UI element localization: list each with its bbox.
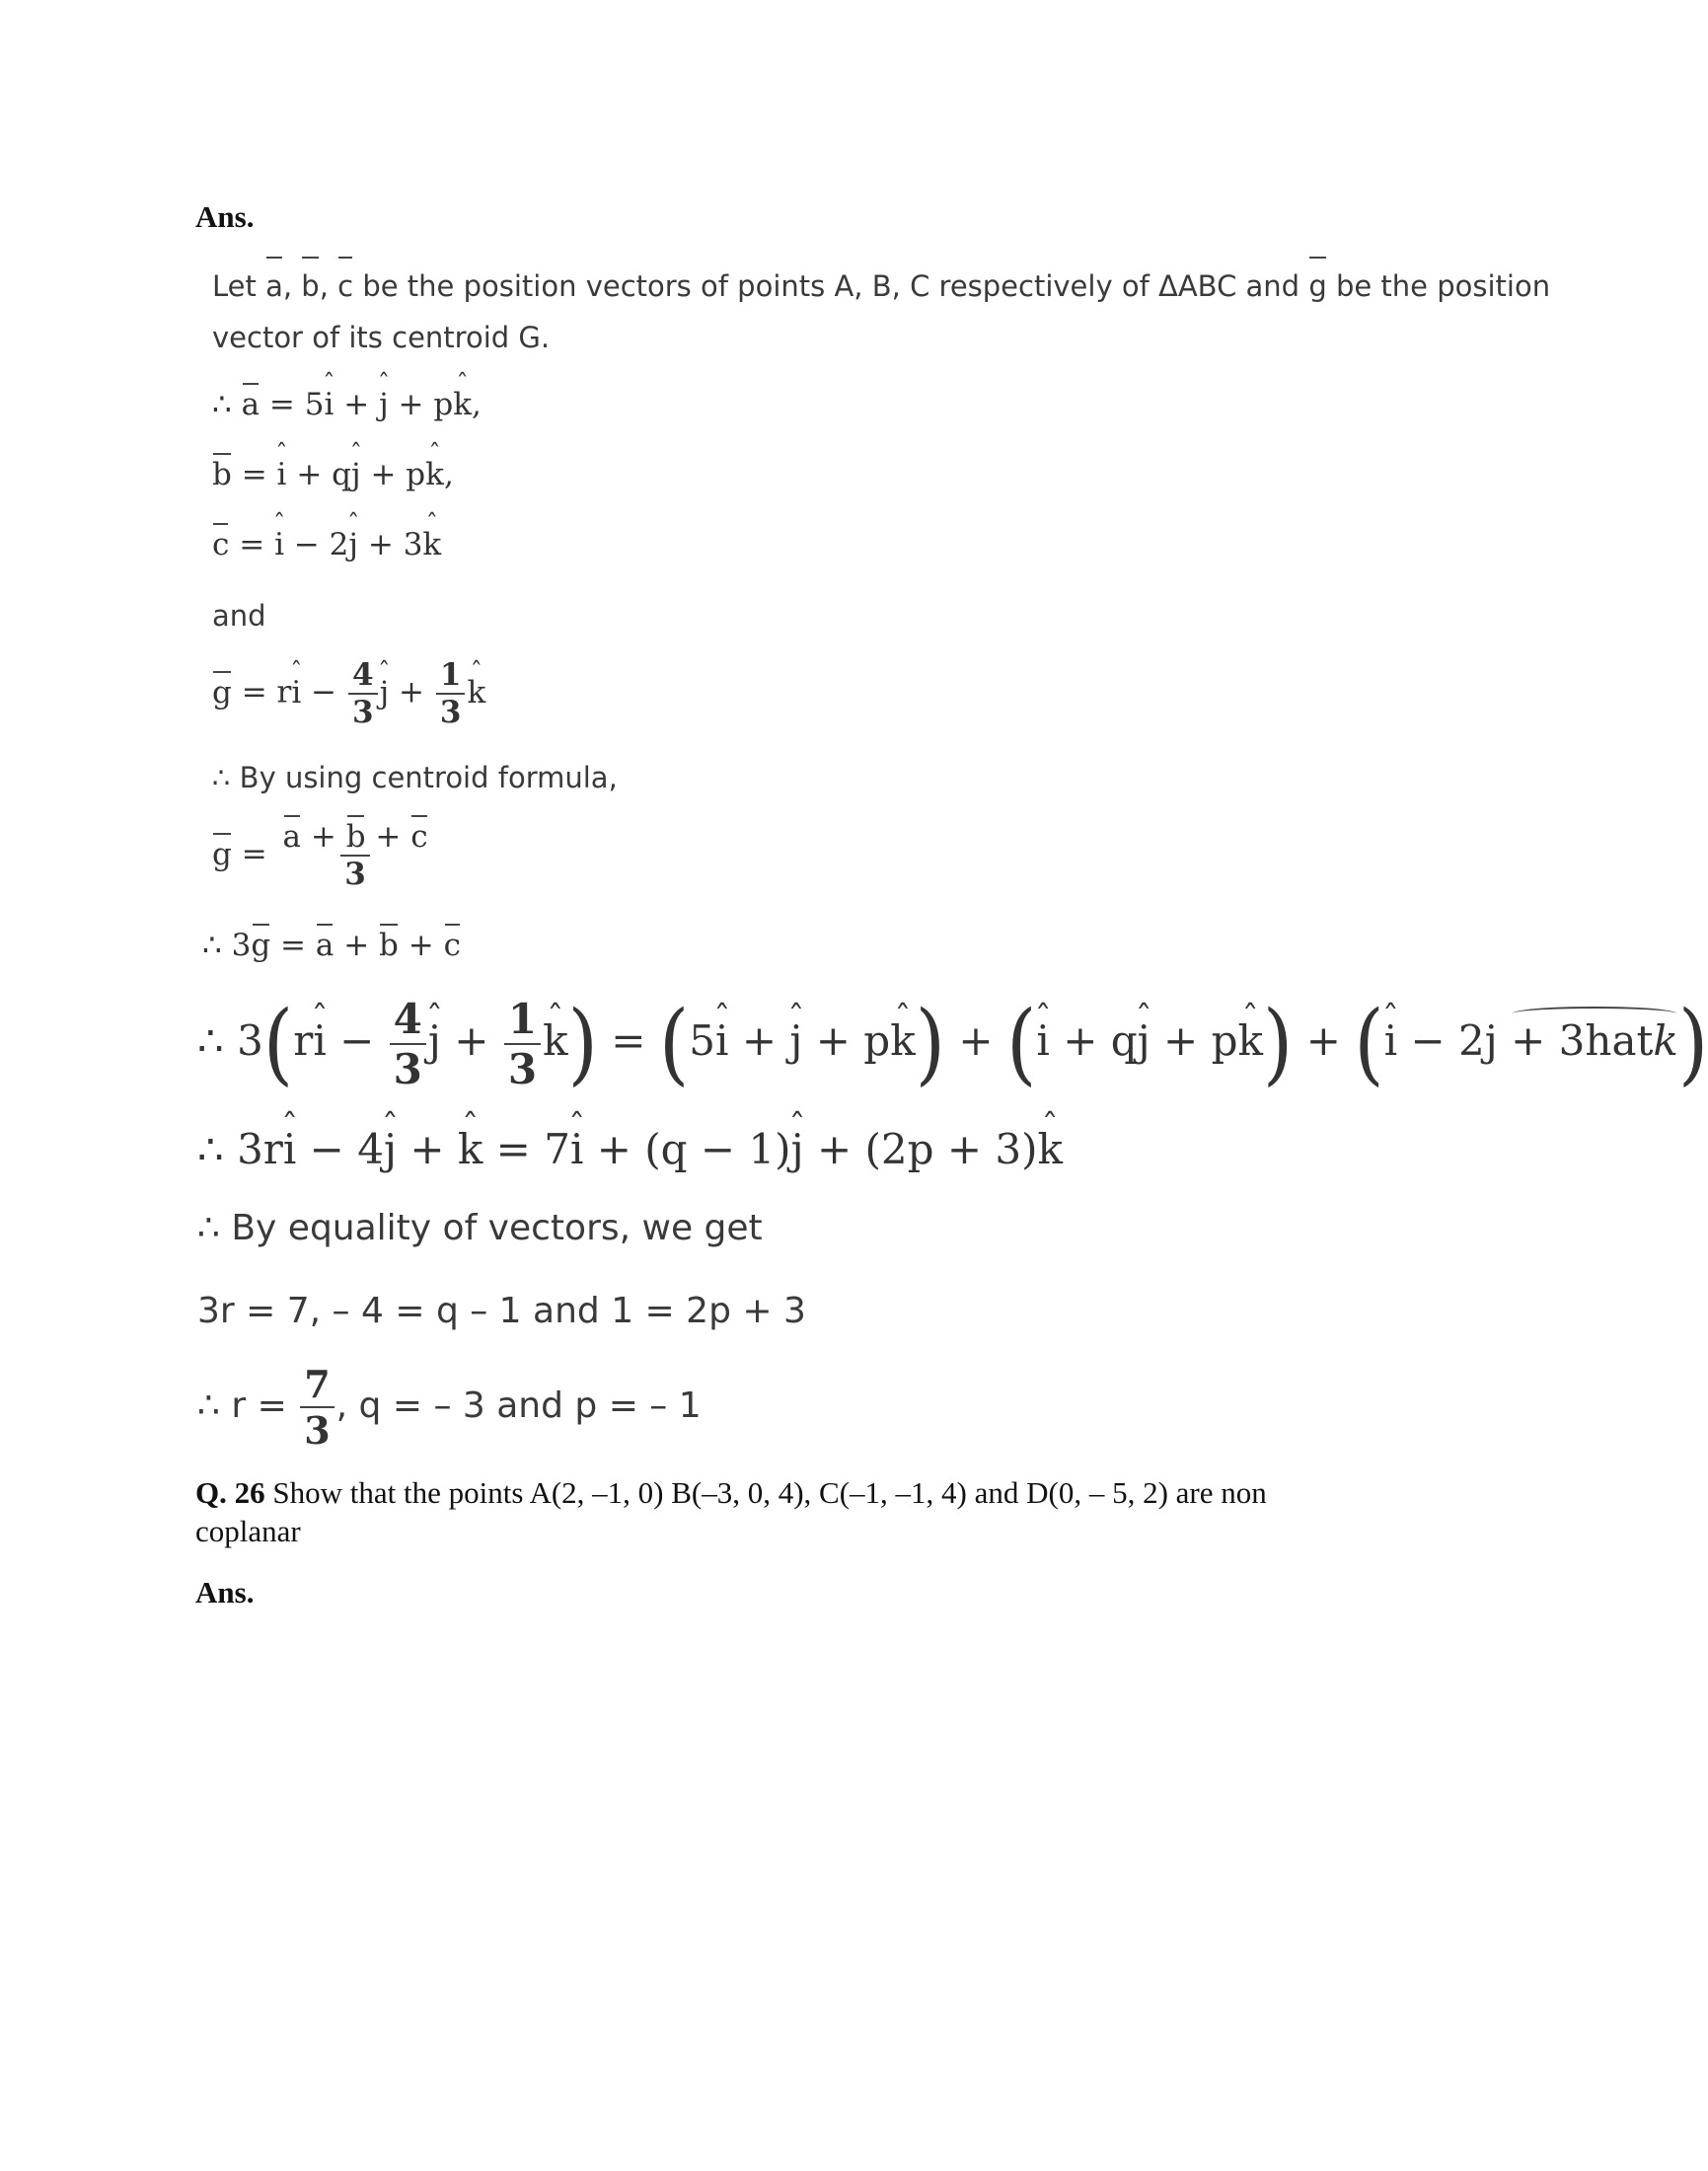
equation-b: b = ˆ i + qˆ j + pˆ k, <box>212 457 454 492</box>
simplified-equation: ∴ 3rˆ i − 4ˆ j + ˆ k = 7ˆ i + (q − 1)ˆ j + (2p + 3)ˆ k <box>197 1125 1063 1173</box>
intro-text-end: be the position <box>1335 269 1551 303</box>
answer-label: Ans. <box>195 199 255 234</box>
question-26-line-2: coplanar <box>195 1514 301 1548</box>
question-text: Show that the points A(2, –1, 0) B(–3, 0, 4), C(–1, –1, 4) and D(0, – 5, 2) are non <box>272 1475 1267 1510</box>
and-word: and <box>212 599 266 633</box>
question-26-line-1 <box>195 1474 1267 1512</box>
result-line: ∴ r = $\frac{7}{3}$ , q = – 3 and p = – 1 <box>197 1362 702 1453</box>
equality-text: ∴ By equality of vectors, we get <box>197 1208 763 1248</box>
question-number: Q. 26 <box>195 1475 265 1510</box>
equation-system: 3r = 7, – 4 = q – 1 and 1 = 2p + 3 <box>197 1291 806 1331</box>
centroid-formula-text: ∴ By using centroid formula, <box>212 761 618 794</box>
expanded-equation: ∴ 3(rˆ i − $\frac{4}{3}$ ˆ j + $\frac{1}{3}$ ˆ k) = (5ˆ i + ˆ j + pˆ k) + (ˆ i + qˆ j + pˆ k) + (ˆ i − 2j + 3hatk) <box>197 995 1708 1093</box>
answer-label-2: Ans. <box>195 1575 255 1610</box>
intro-line-1: Let a, b, c be the position vectors of points A, B, C respectively of ΔABC and g be the position <box>212 261 1550 312</box>
equation-3g: ∴ 3g = a + b + c <box>202 928 461 963</box>
equation-c: c = ˆ i − 2ˆ j + 3ˆ k <box>212 527 441 562</box>
centroid-formula: g = $\frac{a + b + c}{3}$ <box>212 819 428 892</box>
equation-g: g = rˆ i − $\frac{4}{3}$ ˆ j + $\frac{1}{3}$ ˆ k <box>212 657 485 730</box>
equation-a: ∴ a = 5ˆ i + ˆ j + pˆ k, <box>212 387 482 422</box>
result-values: , q = – 3 and p = – 1 <box>335 1385 702 1426</box>
intro-text: be the position vectors of points A, B, C respectively of ΔABC and <box>362 269 1300 303</box>
intro-line-2: vector of its centroid G. <box>212 321 551 354</box>
